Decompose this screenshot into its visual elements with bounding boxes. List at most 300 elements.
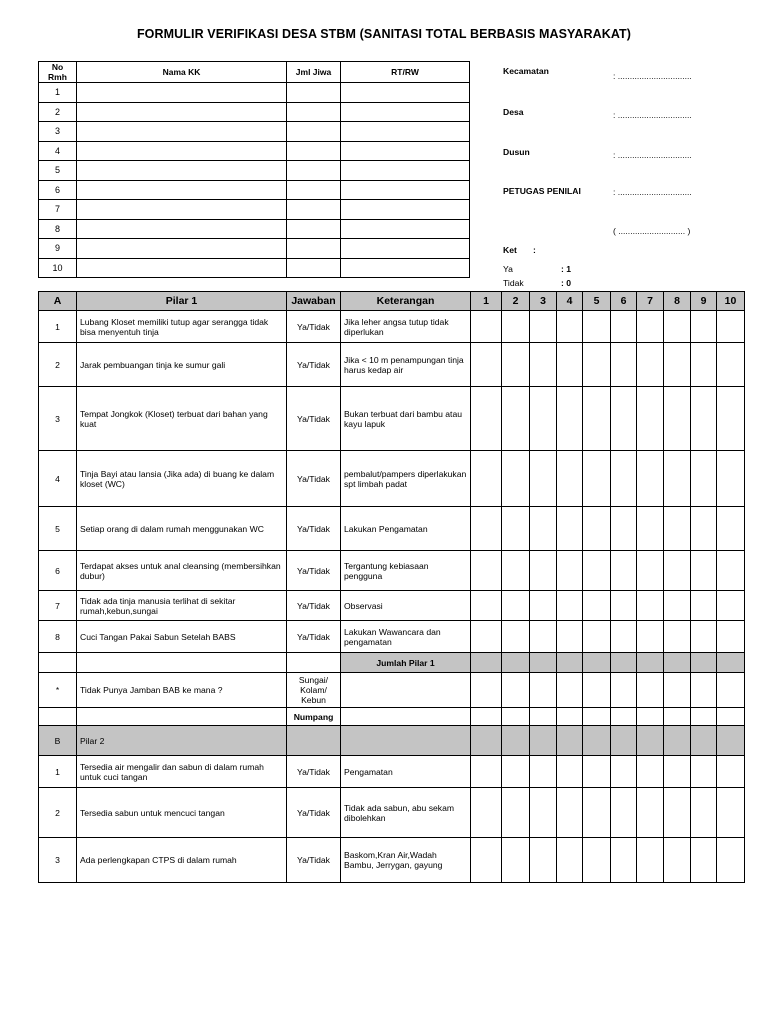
score-cell[interactable]: [611, 838, 637, 883]
criteria-number: 8: [39, 621, 77, 653]
score-cell[interactable]: [502, 387, 530, 451]
score-cell[interactable]: [557, 756, 583, 788]
score-cell[interactable]: [664, 708, 691, 726]
score-cell[interactable]: [664, 788, 691, 838]
household-table: [38, 61, 470, 278]
header-rt-rw: RT/RW: [341, 62, 470, 83]
criteria-text: Tidak ada tinja manusia terlihat di sekitar rumah,kebun,sungai: [77, 591, 287, 621]
score-cell[interactable]: [502, 591, 530, 621]
criteria-number: 2: [39, 788, 77, 838]
dusun-field[interactable]: : ...............................: [613, 150, 692, 160]
petugas-field[interactable]: : ...............................: [613, 187, 692, 197]
main-header-cell: Pilar 1: [77, 292, 287, 311]
criteria-text: Tempat Jongkok (Kloset) terbuat dari bahan yang kuat: [77, 387, 287, 451]
numpang-row: [39, 708, 745, 726]
criteria-row: [39, 788, 745, 838]
score-cell[interactable]: [530, 673, 557, 708]
criteria-note: Tidak ada sabun, abu sekam dibolehkan: [341, 788, 471, 838]
tidak-label: Tidak: [503, 278, 524, 288]
house-number: 10: [39, 258, 77, 278]
score-cell[interactable]: [502, 621, 530, 653]
score-cell[interactable]: [583, 621, 611, 653]
score-cell[interactable]: [502, 756, 530, 788]
criteria-text: Tinja Bayi atau lansia (Jika ada) di buang ke dalam kloset (WC): [77, 451, 287, 507]
criteria-text: Cuci Tangan Pakai Sabun Setelah BABS: [77, 621, 287, 653]
house-number: 8: [39, 219, 77, 239]
no-jamban-marker: *: [39, 673, 77, 708]
jml-jiwa-cell[interactable]: [287, 180, 341, 200]
score-cell[interactable]: [717, 673, 745, 708]
score-cell[interactable]: [717, 507, 745, 551]
criteria-note: Baskom,Kran Air,Wadah Bambu, Jerrygan, gayung: [341, 838, 471, 883]
score-cell[interactable]: [583, 343, 611, 387]
score-cell[interactable]: [664, 551, 691, 591]
ket-colon: :: [533, 245, 536, 255]
petugas-label: PETUGAS PENILAI: [503, 186, 581, 196]
score-cell[interactable]: [583, 387, 611, 451]
score-cell[interactable]: [611, 507, 637, 551]
score-cell: [691, 726, 717, 756]
house-number: 6: [39, 180, 77, 200]
jml-jiwa-cell[interactable]: [287, 83, 341, 103]
score-cell: [502, 653, 530, 673]
score-cell[interactable]: [557, 507, 583, 551]
score-cell[interactable]: [557, 451, 583, 507]
score-cell[interactable]: [691, 311, 717, 343]
dusun-label: Dusun: [503, 147, 530, 157]
score-cell[interactable]: [664, 756, 691, 788]
criteria-answer: Ya/Tidak: [287, 507, 341, 551]
criteria-row: [39, 838, 745, 883]
criteria-note: Observasi: [341, 591, 471, 621]
score-cell: [471, 653, 502, 673]
jml-jiwa-cell[interactable]: [287, 239, 341, 259]
desa-label: Desa: [503, 107, 524, 117]
score-cell[interactable]: [583, 838, 611, 883]
score-cell[interactable]: [691, 788, 717, 838]
form-title: FORMULIR VERIFIKASI DESA STBM (SANITASI TOTAL BERBASIS MASYARAKAT): [136, 27, 632, 41]
score-cell[interactable]: [691, 507, 717, 551]
nama-kk-cell[interactable]: [77, 219, 287, 239]
header-no-rmh: No Rmh: [39, 62, 77, 83]
score-cell[interactable]: [637, 387, 664, 451]
household-row: [39, 239, 470, 259]
criteria-number: 6: [39, 551, 77, 591]
empty-cell: [341, 673, 471, 708]
score-cell[interactable]: [691, 551, 717, 591]
criteria-text: Jarak pembuangan tinja ke sumur gali: [77, 343, 287, 387]
score-cell[interactable]: [530, 621, 557, 653]
score-cell: [664, 726, 691, 756]
numpang-label: Numpang: [287, 708, 341, 726]
jml-jiwa-cell[interactable]: [287, 141, 341, 161]
score-cell[interactable]: [502, 838, 530, 883]
score-cell: [691, 653, 717, 673]
score-cell: [502, 726, 530, 756]
score-cell: [637, 726, 664, 756]
score-cell[interactable]: [471, 343, 502, 387]
score-cell[interactable]: [502, 708, 530, 726]
score-cell: [557, 653, 583, 673]
main-header-cell: 6: [611, 292, 637, 311]
rt-rw-cell[interactable]: [341, 219, 470, 239]
score-cell[interactable]: [611, 311, 637, 343]
criteria-row: [39, 591, 745, 621]
nama-kk-cell[interactable]: [77, 122, 287, 142]
score-cell[interactable]: [637, 708, 664, 726]
rt-rw-cell[interactable]: [341, 83, 470, 103]
score-cell[interactable]: [530, 788, 557, 838]
house-number: 9: [39, 239, 77, 259]
criteria-answer: Ya/Tidak: [287, 788, 341, 838]
score-cell[interactable]: [717, 788, 745, 838]
score-cell[interactable]: [611, 591, 637, 621]
score-cell[interactable]: [557, 343, 583, 387]
score-cell[interactable]: [611, 708, 637, 726]
score-cell[interactable]: [557, 788, 583, 838]
desa-field[interactable]: : ...............................: [613, 110, 692, 120]
score-cell[interactable]: [717, 451, 745, 507]
household-row: [39, 161, 470, 181]
rt-rw-cell[interactable]: [341, 102, 470, 122]
score-cell[interactable]: [637, 621, 664, 653]
house-number: 5: [39, 161, 77, 181]
score-cell[interactable]: [583, 708, 611, 726]
score-cell[interactable]: [557, 551, 583, 591]
score-cell[interactable]: [691, 838, 717, 883]
tidak-value: : 0: [561, 278, 572, 288]
score-cell[interactable]: [637, 551, 664, 591]
criteria-number: 1: [39, 311, 77, 343]
score-cell[interactable]: [583, 507, 611, 551]
score-cell[interactable]: [664, 673, 691, 708]
score-cell[interactable]: [691, 343, 717, 387]
score-cell: [637, 653, 664, 673]
score-cell[interactable]: [611, 551, 637, 591]
score-cell[interactable]: [717, 756, 745, 788]
empty-cell: [287, 653, 341, 673]
score-cell[interactable]: [611, 673, 637, 708]
criteria-answer: Ya/Tidak: [287, 343, 341, 387]
score-cell[interactable]: [611, 451, 637, 507]
score-cell[interactable]: [530, 507, 557, 551]
score-cell[interactable]: [691, 708, 717, 726]
score-cell[interactable]: [530, 551, 557, 591]
score-cell: [611, 653, 637, 673]
score-cell[interactable]: [664, 311, 691, 343]
criteria-row: [39, 311, 745, 343]
score-cell[interactable]: [530, 311, 557, 343]
empty-cell: [39, 708, 77, 726]
empty-cell: [39, 653, 77, 673]
score-cell[interactable]: [664, 507, 691, 551]
main-header-cell: Jawaban: [287, 292, 341, 311]
kecamatan-label: Kecamatan: [503, 66, 549, 76]
score-cell[interactable]: [717, 621, 745, 653]
criteria-row: [39, 451, 745, 507]
rt-rw-cell[interactable]: [341, 122, 470, 142]
criteria-text: Setiap orang di dalam rumah menggunakan WC: [77, 507, 287, 551]
score-cell[interactable]: [611, 756, 637, 788]
rt-rw-cell[interactable]: [341, 258, 470, 278]
rt-rw-cell[interactable]: [341, 239, 470, 259]
score-cell[interactable]: [664, 343, 691, 387]
main-header-cell: 1: [471, 292, 502, 311]
score-cell: [717, 726, 745, 756]
household-row: [39, 180, 470, 200]
score-cell[interactable]: [717, 343, 745, 387]
criteria-row: [39, 756, 745, 788]
score-cell[interactable]: [583, 551, 611, 591]
score-cell: [664, 653, 691, 673]
jml-jiwa-cell[interactable]: [287, 122, 341, 142]
score-cell: [717, 653, 745, 673]
criteria-note: Tergantung kebiasaan pengguna: [341, 551, 471, 591]
main-header-cell: 10: [717, 292, 745, 311]
score-cell[interactable]: [691, 673, 717, 708]
criteria-answer: Ya/Tidak: [287, 451, 341, 507]
score-cell[interactable]: [557, 708, 583, 726]
empty-cell: [77, 708, 287, 726]
criteria-row: [39, 343, 745, 387]
score-cell[interactable]: [583, 591, 611, 621]
score-cell[interactable]: [691, 451, 717, 507]
nama-kk-cell[interactable]: [77, 102, 287, 122]
criteria-note: pembalut/pampers diperlakukan spt limbah padat: [341, 451, 471, 507]
main-header-cell: 9: [691, 292, 717, 311]
score-cell[interactable]: [471, 756, 502, 788]
criteria-answer: Ya/Tidak: [287, 387, 341, 451]
criteria-number: 1: [39, 756, 77, 788]
kecamatan-field[interactable]: : ...............................: [613, 71, 692, 81]
jml-jiwa-cell[interactable]: [287, 219, 341, 239]
criteria-number: 2: [39, 343, 77, 387]
score-cell[interactable]: [471, 591, 502, 621]
pilar2-header-row: [39, 726, 745, 756]
empty-cell: [77, 653, 287, 673]
score-cell[interactable]: [717, 591, 745, 621]
score-cell[interactable]: [691, 591, 717, 621]
jml-jiwa-cell[interactable]: [287, 258, 341, 278]
household-row: [39, 102, 470, 122]
house-number: 4: [39, 141, 77, 161]
criteria-answer: Ya/Tidak: [287, 756, 341, 788]
criteria-note: Jika leher angsa tutup tidak diperlukan: [341, 311, 471, 343]
score-cell[interactable]: [557, 311, 583, 343]
criteria-text: Ada perlengkapan CTPS di dalam rumah: [77, 838, 287, 883]
jml-jiwa-cell[interactable]: [287, 102, 341, 122]
score-cell[interactable]: [637, 311, 664, 343]
criteria-answer: Ya/Tidak: [287, 551, 341, 591]
household-row: [39, 219, 470, 239]
score-cell[interactable]: [583, 788, 611, 838]
score-cell[interactable]: [471, 621, 502, 653]
criteria-number: 5: [39, 507, 77, 551]
main-header-cell: 3: [530, 292, 557, 311]
rt-rw-cell[interactable]: [341, 141, 470, 161]
household-row: [39, 200, 470, 220]
score-cell[interactable]: [583, 451, 611, 507]
house-number: 1: [39, 83, 77, 103]
score-cell[interactable]: [471, 507, 502, 551]
criteria-answer: Ya/Tidak: [287, 591, 341, 621]
ya-label: Ya: [503, 264, 513, 274]
criteria-note: Jika < 10 m penampungan tinja harus kedap air: [341, 343, 471, 387]
jml-jiwa-cell[interactable]: [287, 161, 341, 181]
score-cell[interactable]: [583, 673, 611, 708]
score-cell[interactable]: [530, 343, 557, 387]
criteria-note: Lakukan Pengamatan: [341, 507, 471, 551]
score-cell[interactable]: [557, 387, 583, 451]
criteria-number: 7: [39, 591, 77, 621]
nama-kk-cell[interactable]: [77, 141, 287, 161]
pilar2-label: Pilar 2: [77, 726, 287, 756]
score-cell[interactable]: [557, 591, 583, 621]
signature-field[interactable]: ( ............................ ): [613, 226, 691, 236]
score-cell[interactable]: [471, 551, 502, 591]
rt-rw-cell[interactable]: [341, 200, 470, 220]
empty-cell: [287, 726, 341, 756]
household-row: [39, 122, 470, 142]
no-jamban-row: [39, 673, 745, 708]
score-cell[interactable]: [637, 838, 664, 883]
score-cell[interactable]: [530, 387, 557, 451]
score-cell[interactable]: [637, 673, 664, 708]
rt-rw-cell[interactable]: [341, 180, 470, 200]
criteria-text: Lubang Kloset memiliki tutup agar serangga tidak bisa menyentuh tinja: [77, 311, 287, 343]
score-cell: [530, 653, 557, 673]
nama-kk-cell[interactable]: [77, 83, 287, 103]
score-cell[interactable]: [471, 708, 502, 726]
score-cell: [530, 726, 557, 756]
main-header-cell: 8: [664, 292, 691, 311]
score-cell[interactable]: [502, 343, 530, 387]
nama-kk-cell[interactable]: [77, 200, 287, 220]
criteria-number: 4: [39, 451, 77, 507]
nama-kk-cell[interactable]: [77, 161, 287, 181]
nama-kk-cell[interactable]: [77, 239, 287, 259]
score-cell[interactable]: [691, 387, 717, 451]
score-cell[interactable]: [530, 838, 557, 883]
criteria-text: Tersedia sabun untuk mencuci tangan: [77, 788, 287, 838]
score-cell[interactable]: [611, 621, 637, 653]
score-cell[interactable]: [664, 621, 691, 653]
score-cell[interactable]: [557, 838, 583, 883]
house-number: 3: [39, 122, 77, 142]
criteria-note: Lakukan Wawancara dan pengamatan: [341, 621, 471, 653]
score-cell[interactable]: [557, 621, 583, 653]
score-cell[interactable]: [637, 343, 664, 387]
criteria-text: Tersedia air mengalir dan sabun di dalam rumah untuk cuci tangan: [77, 756, 287, 788]
score-cell: [583, 726, 611, 756]
score-cell[interactable]: [471, 838, 502, 883]
score-cell[interactable]: [691, 621, 717, 653]
empty-cell: [341, 726, 471, 756]
score-cell[interactable]: [717, 311, 745, 343]
score-cell[interactable]: [637, 591, 664, 621]
score-cell[interactable]: [502, 451, 530, 507]
score-cell[interactable]: [717, 838, 745, 883]
criteria-answer: Ya/Tidak: [287, 838, 341, 883]
header-nama-kk: Nama KK: [77, 62, 287, 83]
score-cell: [557, 726, 583, 756]
no-jamban-text: Tidak Punya Jamban BAB ke mana ?: [77, 673, 287, 708]
score-cell[interactable]: [637, 788, 664, 838]
criteria-row: [39, 507, 745, 551]
criteria-note: Bukan terbuat dari bambu atau kayu lapuk: [341, 387, 471, 451]
score-cell[interactable]: [471, 387, 502, 451]
score-cell[interactable]: [717, 387, 745, 451]
jumlah-pilar1-label: Jumlah Pilar 1: [341, 653, 471, 673]
score-cell[interactable]: [502, 311, 530, 343]
criteria-row: [39, 387, 745, 451]
nama-kk-cell[interactable]: [77, 180, 287, 200]
score-cell[interactable]: [611, 788, 637, 838]
score-cell[interactable]: [471, 788, 502, 838]
score-cell[interactable]: [637, 507, 664, 551]
score-cell[interactable]: [717, 708, 745, 726]
score-cell[interactable]: [664, 451, 691, 507]
score-cell[interactable]: [717, 551, 745, 591]
score-cell[interactable]: [583, 756, 611, 788]
criteria-number: 3: [39, 387, 77, 451]
household-row: [39, 83, 470, 103]
score-cell[interactable]: [637, 756, 664, 788]
score-cell: [611, 726, 637, 756]
criteria-note: Pengamatan: [341, 756, 471, 788]
house-number: 2: [39, 102, 77, 122]
main-header-cell: 7: [637, 292, 664, 311]
score-cell[interactable]: [664, 387, 691, 451]
main-header-cell: 2: [502, 292, 530, 311]
score-cell[interactable]: [664, 838, 691, 883]
criteria-row: [39, 551, 745, 591]
criteria-answer: Ya/Tidak: [287, 311, 341, 343]
jumlah-pilar1-row: [39, 653, 745, 673]
score-cell[interactable]: [583, 311, 611, 343]
criteria-text: Terdapat akses untuk anal cleansing (membersihkan dubur): [77, 551, 287, 591]
score-cell[interactable]: [530, 708, 557, 726]
main-header-cell: Keterangan: [341, 292, 471, 311]
score-cell[interactable]: [471, 451, 502, 507]
score-cell[interactable]: [611, 343, 637, 387]
main-header-cell: 5: [583, 292, 611, 311]
main-header-cell: A: [39, 292, 77, 311]
no-jamban-answer: Sungai/ Kolam/ Kebun: [287, 673, 341, 708]
score-cell[interactable]: [502, 788, 530, 838]
score-cell[interactable]: [471, 311, 502, 343]
criteria-row: [39, 621, 745, 653]
nama-kk-cell[interactable]: [77, 258, 287, 278]
score-cell[interactable]: [611, 387, 637, 451]
score-cell: [583, 653, 611, 673]
jml-jiwa-cell[interactable]: [287, 200, 341, 220]
score-cell[interactable]: [637, 451, 664, 507]
score-cell[interactable]: [502, 507, 530, 551]
score-cell[interactable]: [471, 673, 502, 708]
score-cell[interactable]: [557, 673, 583, 708]
score-cell[interactable]: [502, 673, 530, 708]
score-cell[interactable]: [530, 756, 557, 788]
score-cell[interactable]: [502, 551, 530, 591]
household-row: [39, 141, 470, 161]
score-cell[interactable]: [530, 451, 557, 507]
ya-value: : 1: [561, 264, 572, 274]
rt-rw-cell[interactable]: [341, 161, 470, 181]
score-cell[interactable]: [691, 756, 717, 788]
score-cell[interactable]: [530, 591, 557, 621]
score-cell[interactable]: [664, 591, 691, 621]
